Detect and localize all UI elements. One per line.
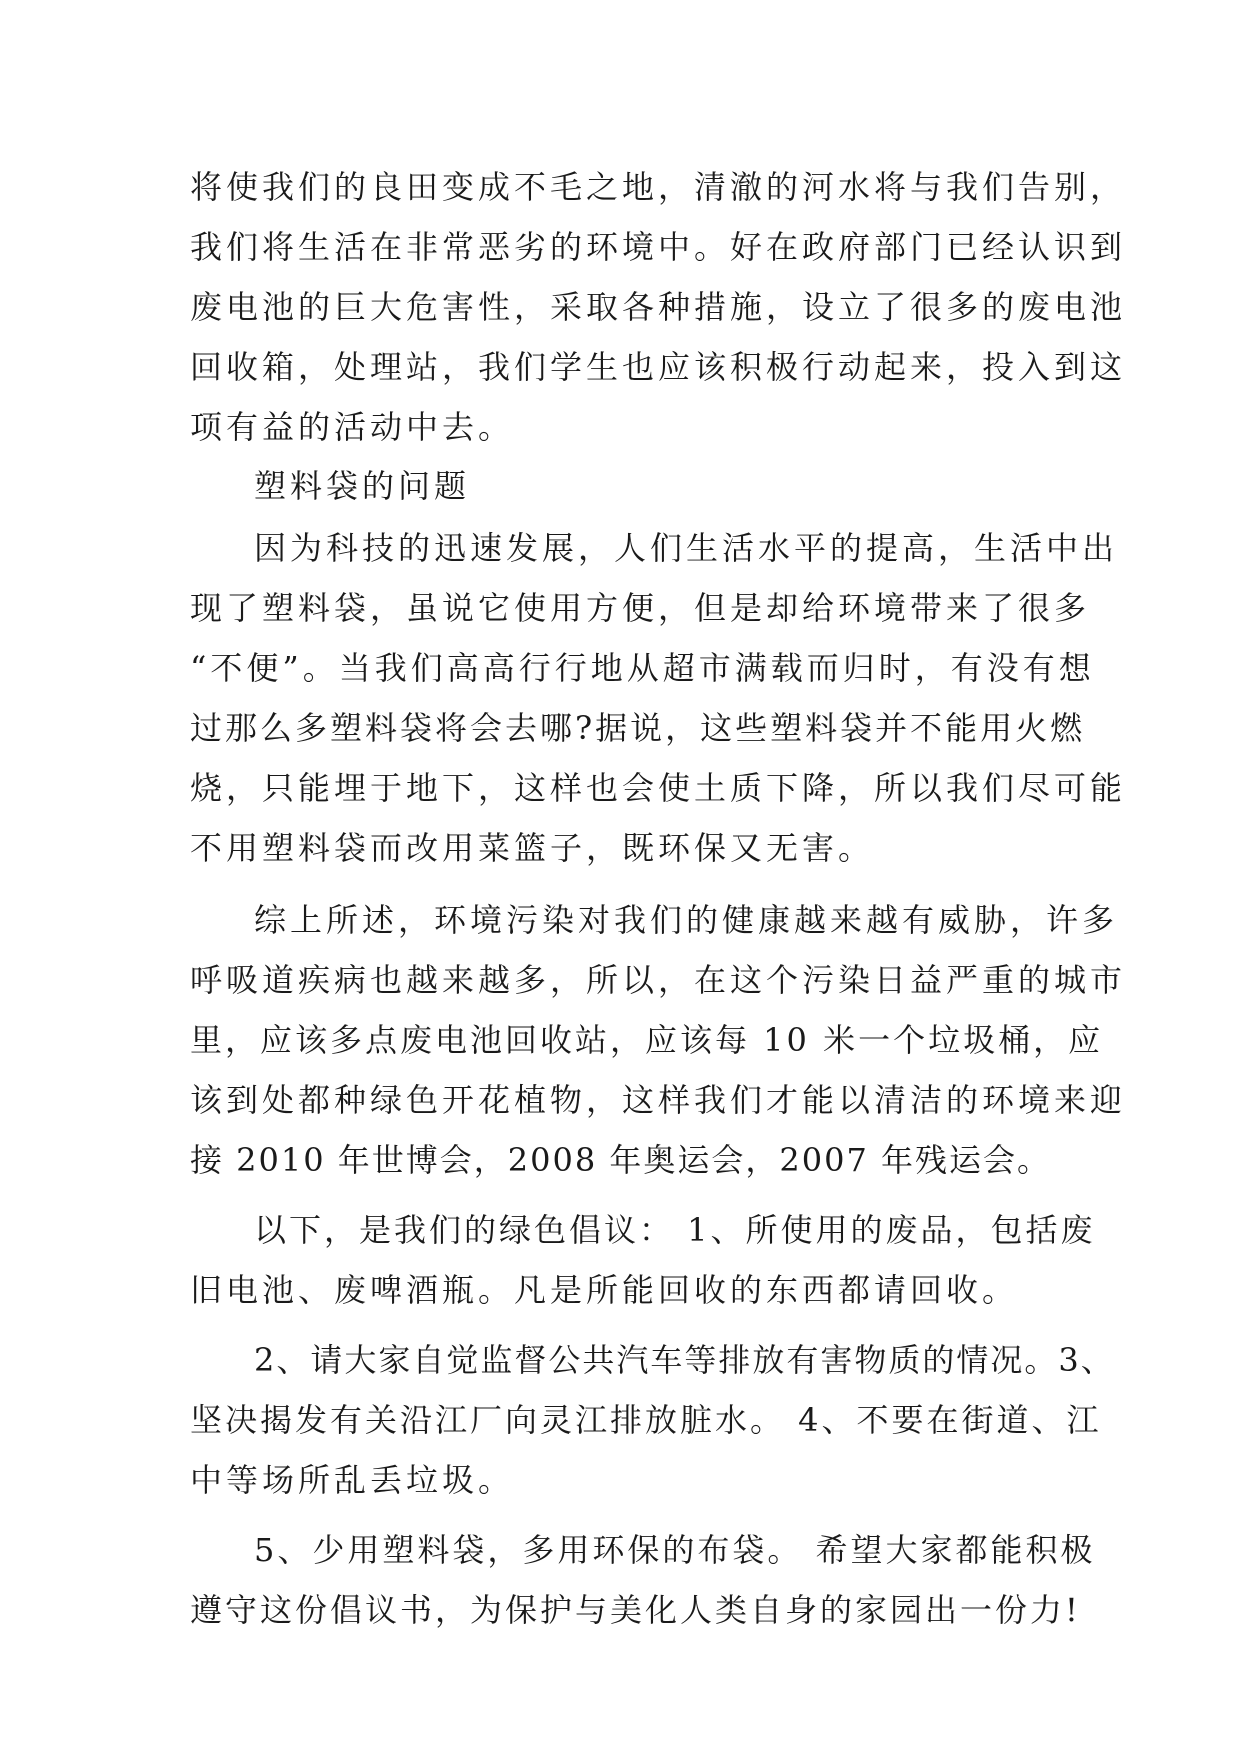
paragraph-line: 里，应该多点废电池回收站，应该每 10 米一个垃圾桶，应 bbox=[190, 1021, 1104, 1059]
paragraph-line: 现了塑料袋，虽说它使用方便，但是却给环境带来了很多 bbox=[190, 589, 1091, 627]
paragraph-line: 项有益的活动中去。 bbox=[190, 408, 515, 446]
paragraph-line: 我们将生活在非常恶劣的环境中。好在政府部门已经认识到 bbox=[190, 228, 1127, 266]
paragraph-line: 2、请大家自觉监督公共汽车等排放有害物质的情况。3、 bbox=[254, 1341, 1115, 1379]
paragraph-line: 遵守这份倡议书，为保护与美化人类自身的家园出一份力! bbox=[190, 1591, 1081, 1629]
paragraph-line: 废电池的巨大危害性，采取各种措施，设立了很多的废电池 bbox=[190, 288, 1127, 326]
paragraph-line: 5、少用塑料袋，多用环保的布袋。 希望大家都能积极 bbox=[254, 1531, 1096, 1569]
paragraph-line: 中等场所乱丢垃圾。 bbox=[190, 1461, 515, 1499]
paragraph-line: 回收箱，处理站，我们学生也应该积极行动起来，投入到这 bbox=[190, 348, 1127, 386]
paragraph-line: 烧，只能埋于地下，这样也会使土质下降，所以我们尽可能 bbox=[190, 769, 1127, 807]
paragraph-line: 坚决揭发有关沿江厂向灵江排放脏水。 4、不要在街道、江 bbox=[190, 1401, 1102, 1439]
paragraph-line: 呼吸道疾病也越来越多，所以，在这个污染日益严重的城市 bbox=[190, 961, 1127, 999]
paragraph-line: 旧电池、废啤酒瓶。凡是所能回收的东西都请回收。 bbox=[190, 1271, 1019, 1309]
paragraph-line: 不用塑料袋而改用菜篮子，既环保又无害。 bbox=[190, 829, 875, 867]
section-heading: 塑料袋的问题 bbox=[254, 467, 471, 505]
paragraph-line: 接 2010 年世博会，2008 年奥运会，2007 年残运会。 bbox=[190, 1141, 1052, 1179]
paragraph-line: 过那么多塑料袋将会去哪?据说，这些塑料袋并不能用火燃 bbox=[190, 709, 1086, 747]
paragraph-line: 将使我们的良田变成不毛之地，清澈的河水将与我们告别， bbox=[190, 168, 1127, 206]
paragraph-line: 因为科技的迅速发展，人们生活水平的提高，生活中出 bbox=[254, 529, 1119, 567]
paragraph-line: 综上所述，环境污染对我们的健康越来越有威胁，许多 bbox=[254, 901, 1119, 939]
paragraph-line: 该到处都种绿色开花植物，这样我们才能以清洁的环境来迎 bbox=[190, 1081, 1127, 1119]
paragraph-line: 以下，是我们的绿色倡议： 1、所使用的废品，包括废 bbox=[254, 1211, 1096, 1249]
paragraph-line: “不便”。当我们高高行行地从超市满载而归时，有没有想 bbox=[190, 649, 1095, 687]
